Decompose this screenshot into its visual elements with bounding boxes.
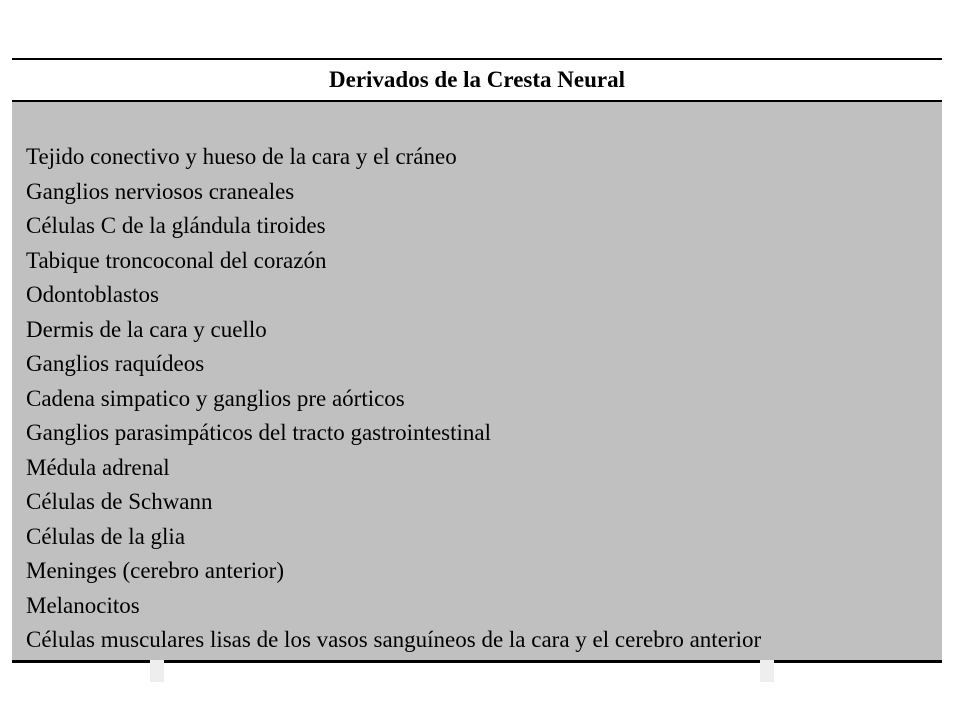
table-row: Ganglios nerviosos craneales: [26, 178, 295, 204]
table-row: Células C de la glándula tiroides: [26, 213, 326, 238]
table-row: Células de Schwann: [26, 489, 213, 514]
table-body: [12, 102, 942, 660]
table-row: Tejido conectivo y hueso de la cara y el cráneo: [26, 144, 457, 169]
table-row: Odontoblastos: [26, 282, 159, 307]
table-title: Derivados de la Cresta Neural: [12, 60, 942, 100]
table-row: Células de la glia: [26, 523, 186, 549]
table-row: Ganglios parasimpáticos del tracto gastrointestinal: [26, 420, 491, 445]
table-row: Células musculares lisas de los vasos sanguíneos de la cara y el cerebro anterior: [26, 627, 762, 652]
faint-artifact-right: [760, 660, 774, 682]
table-row: Meninges (cerebro anterior): [26, 558, 284, 583]
table-row: Médula adrenal: [26, 454, 170, 480]
faint-artifact-left: [150, 660, 164, 682]
table-row: Tabique troncoconal del corazón: [26, 247, 327, 273]
table-row: Melanocitos: [26, 592, 140, 618]
table-row: Dermis de la cara y cuello: [26, 316, 267, 342]
table-row: Cadena simpatico y ganglios pre aórticos: [26, 385, 405, 411]
table-row: Ganglios raquídeos: [26, 351, 205, 376]
neural-crest-table: [12, 58, 942, 663]
